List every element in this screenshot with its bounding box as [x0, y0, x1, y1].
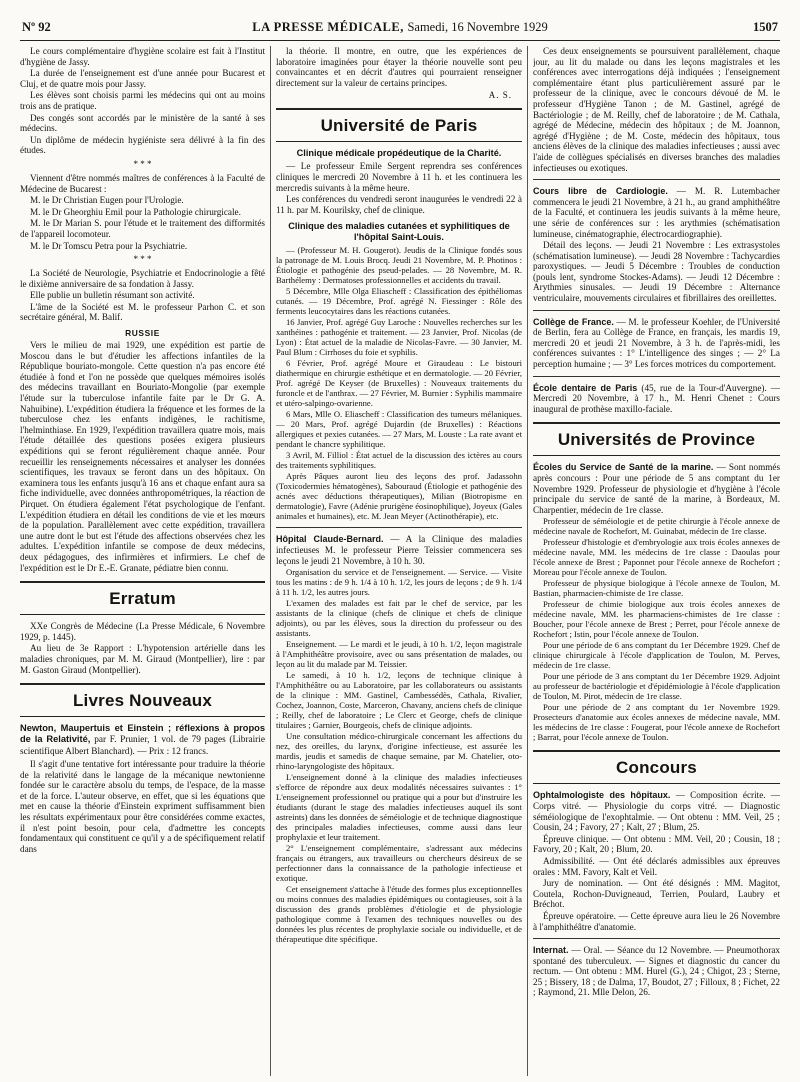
bernard-paragraph: Organisation du service et de l'enseignement. — Service. — Visite tous les matins : de 9 h. 1/4 à 10 h. 1/2, les jours de leçons ; de 9 h. 1/4 à 11 h. 1/2, les autres jours. — [276, 567, 522, 598]
cardio-details: Détail des leçons. — Jeudi 21 Novembre : Les extrasystoles (schématisation lumineuse). — Jeudi 28 Novembre : Tachycardies paroxystiques. — Jeudi 5 Décembre : Troubles de conduction (pouls lent, syndrome Stockes-Adams). — Jeudi 12 Décembre : Arythmies sinusales. — Jeudi 19 Décembre : Alternance ventriculaire, mouvements circulaires et fibrillaires des oreillettes. — [533, 240, 780, 304]
marine-section — [533, 516, 780, 742]
cutanees-heading: Clinique des maladies cutanées et syphilitiques de l'hôpital Saint-Louis. — [288, 221, 510, 243]
section-rule — [533, 938, 780, 939]
univ-paris-banner — [276, 108, 522, 142]
internat-heading: Internat. — [533, 945, 569, 956]
bernard-paragraph: Cet enseignement s'attache à l'étude des formes plus exceptionnelles ou moins connues des maladies épidémiques ou contagieuses, soit à la discussion des grands problèmes d'étiologie et de physiologie pathologique comme à l'examen des techniques nouvelles ou des données les plus récentes de prophylaxie sociale ou individuelle, et de thérapeutique dite spécifique. — [276, 884, 522, 945]
marine-paragraph: Pour une période de 2 ans comptant du 1er Novembre 1929. Prosecteurs d'anatomie aux écoles annexes de médecine navale, MM. les médecins de 1re classe : Fougerat, pour l'école annexe de Rochefort ; Barrat, pour l'école annexe de Toulon. — [533, 702, 780, 743]
hygiene-section — [20, 46, 265, 156]
review-signature: A. S. — [488, 90, 512, 101]
bernard-paragraph: L'examen des malades est fait par le chef de service, par les assistants de la clinique (chefs de clinique et chefs de clinique adjoints), ou par les élèves, sous la direction du professeur ou des assistants. — [276, 598, 522, 639]
ophtal-heading: Ophtalmologiste des hôpitaux. — [533, 790, 671, 801]
livres-title: Livres Nouveaux — [72, 691, 213, 711]
section-rule — [276, 527, 522, 528]
cardio-intro: — M. R. Lutembacher commencera le jeudi 21 Novembre, à 21 h., au grand amphithéâtre de la Faculté, et continuera les jeudis suivants à la même heure, une série de conférences sur : les arythmies (schématisation lumineuse, cinématographie, électrocardiographie). — [533, 186, 780, 239]
issue-number: Nº 92 — [22, 20, 51, 34]
nomination-paragraph: Viennent d'être nommés maîtres de conférences à la Faculté de Médecine de Bucarest : — [20, 172, 265, 194]
section-rule — [533, 376, 780, 377]
bernard-section — [276, 567, 522, 944]
hygiene-paragraph: La durée de l'enseignement est d'une année pour Bucarest et Cluj, et de quatre mois pour Jassy. — [20, 68, 265, 89]
book-review: Il s'agit d'une tentative fort intéressante pour traduire la théorie de la relativité dans le langage de la mécanique newtonienne fondée sur le caractère absolu du temps, de l'espace, de la masse et de la force. L'auteur observe, en effet, que si les équations que met en cause la théorie d'Einstein expriment suffisamment bien les résultats expérimentaux pour être considérées comme exactes, il n'est point besoin, pour cela, d'admettre les concepts fondamentaux qui constituent ce qu'il y a de spécifiquement relatif dans — [20, 759, 265, 854]
propedeutique-paragraph: — Le professeur Emile Sergent reprendra ses conférences cliniques le mercredi 20 Novembre à 11 h. et les continuera les mercredis suivants à la même heure. — [276, 161, 522, 193]
univ-province-title: Universités de Province — [557, 430, 756, 450]
issue-date: Samedi, 16 Novembre 1929 — [407, 20, 548, 34]
ophtal-intro: — Composition écrite. — Corps vitré. — Physiologie du corps vitré. — Diagnostic séméiologique de l'exophtalmie. — Ont obtenu : MM. Veil, 25 ; Cousin, 24 ; Favory, 27 ; Kalt, 27 ; Blum, 25. — [533, 790, 780, 833]
marine-paragraph: Professeur d'histologie et d'embryologie aux trois écoles annexes de médecine navale, MM. les médecins de 1re classe : Daoulas pour l'école annexe de Brest ; Paponnet pour l'école annexe de Rochefort ; Moreau pour l'école annexe de Toulon. — [533, 537, 780, 578]
internat-paragraph — [533, 945, 780, 998]
section-rule — [533, 310, 780, 311]
journal-title: LA PRESSE MÉDICALE, — [252, 20, 404, 34]
nomination-paragraph: M. le Dr Christian Eugen pour l'Urologie. — [30, 195, 184, 206]
bernard-paragraph: L'enseignement donné à la clinique des maladies infectieuses s'efforce de répondre aux deux modalités nécessaires suivantes : 1° L'enseignement professionnel ou pratique qui a pour but d'instruire les étudiants (durant le stage des maladies infectieuses auquel ils sont astreints) dans les données de séméiologie et de technique diagnostique des principales maladies infectieuses, comme aussi dans leur prophylaxie et leur traitement. — [276, 772, 522, 843]
marine-paragraph: Pour une période de 3 ans comptant du 1er Décembre 1929. Adjoint au professeur de bactériologie et d'épidémiologie à l'école d'application de Toulon, M. Pirot, médecin de 1re classe. — [533, 671, 780, 702]
dentaire-text: (45, rue de la Tour-d'Auvergne). — Mercredi 20 Novembre, à 17 h., M. Henri Chenet : Cours inaugural de prothèse maxillo-faciale. — [533, 382, 780, 414]
hygiene-paragraph: Les élèves sont choisis parmi les médecins qui ont au moins trois ans de pratique. — [20, 90, 265, 111]
dentaire-heading: École dentaire de Paris — [533, 382, 638, 393]
societe-paragraph: La Société de Neurologie, Psychiatrie et Endocrinologie a fêté le dixième anniversaire de sa fondation à Jassy. — [20, 268, 265, 289]
bernard-lead — [276, 534, 522, 566]
marine-paragraph: Pour une période de 6 ans comptant du 1er Décembre 1929. Chef de clinique chirurgicale à l'école d'application de Toulon, M. Perves, médecin de 1re classe. — [533, 640, 780, 671]
hygiene-paragraph: Le cours complémentaire d'hygiène scolaire est fait à l'Institut d'hygiène de Jassy. — [20, 46, 265, 67]
marine-heading: Écoles du Service de Santé de la marine. — [533, 462, 714, 473]
cutanees-paragraph: Après Pâques auront lieu des leçons des prof. Jadassohn (Toxicodermies hématogènes), Sabouraud (Étiologie et pathogénie des acnés avec déductions thérapeutiques), Milian (Biotropisme en dermatologie), Favre (Adénie prurigène éosinophilique), Joyeux (Gales animales et humaines), etc. M. Jean Meyer (Actinothérapie), etc. — [276, 471, 522, 522]
hygiene-paragraph: Des congés sont accordés par le ministère de la santé à ses médecins. — [20, 112, 265, 134]
page-number: 1507 — [753, 20, 778, 34]
section-stars: * * * — [133, 158, 152, 169]
book-title: Newton, Maupertuis et Einstein ; réflexions à propos de la Relativité, — [20, 723, 265, 745]
erratum-banner — [20, 581, 265, 615]
college-heading: Collège de France. — [533, 316, 614, 327]
erratum-title: Erratum — [109, 589, 176, 609]
section-stars: * * * — [133, 254, 152, 265]
page-header — [20, 18, 780, 41]
nomination-paragraph: M. le Dr Gheorghiu Emil pour la Pathologie chirurgicale. — [30, 206, 241, 217]
concours-banner — [533, 750, 780, 784]
column-divider — [270, 46, 271, 1076]
societe-paragraph: Elle publie un bulletin résumant son activité. — [30, 290, 195, 301]
bernard-heading: Hôpital Claude-Bernard. — [276, 534, 384, 545]
cutanees-paragraph: — (Professeur M. H. Gougerot). Jeudis de la Clinique fondés sous la patronage de M. Louis Brocq. Jeudi 21 Novembre, M. P. Photinos : Étiologie et pathogénie des pseud-pelades. — 28 Novembre, M. R. Barthélemy : Dermatoses professionnelles et accidents du travail. — [276, 245, 522, 286]
erratum-paragraph: XXe Congrès de Médecine (La Presse Médicale, 6 Novembre 1929, p. 1445). — [20, 621, 265, 642]
hygiene-paragraph: Un diplôme de médecin hygiéniste sera délivré à la fin des études. — [20, 134, 265, 156]
bernard-paragraph: Le samedi, à 10 h. 1/2, leçons de technique clinique à l'Amphithéâtre ou au Laboratoire, par les collaborateurs ou assistants de la clinique : MM. Gastinel, Cambessédès, Cathala, Rivalier, Cochez, Joannon, Coste, Marceron, Chavany, anciens chefs de clinique ; Reilly, chef de laboratoire ; Le Clerc et George, chefs de clinique titulaires ; Garnier, Bourgeois, chefs de clinique adjoints. — [276, 670, 522, 731]
ophtal-paragraph: Jury de nomination. — Ont été désignés : MM. Magitot, Coutela, Rochon-Duvigneaud, Terrien, Poulard, Laubry et Bréchot. — [533, 878, 780, 910]
nomination-paragraph: M. le Dr Tomscu Petra pour la Psychiatrie. — [30, 240, 188, 251]
cutanees-paragraph: 16 Janvier, Prof. agrégé Guy Laroche : Nouvelles recherches sur les xanthéines : pathogénie et traitement. — 23 Janvier, Prof. Nicolas (de Lyon) : État actuel de la maladie de Nicolas-Favre. — 30 Janvier, M. Paul Blum : Cirrhoses du foie et syphilis. — [276, 317, 522, 358]
propedeutique-heading: Clinique médicale propédeutique de la Charité. — [296, 148, 502, 159]
college-paragraph — [533, 317, 780, 370]
societe-paragraph: L'âme de la Société est M. le professeur Parhon C. et son secrétaire général, M. Balif. — [20, 301, 265, 323]
cutanees-paragraph: 6 Mars, Mlle O. Eliascheff : Classification des tumeurs mélaniques. — 20 Mars, Prof. agrégé Dujardin (de Bruxelles) : Réactions allergiques et pexies cutanées. — 27 Mars, M. Louste : La rate avant et pendant le chancre syphilitique. — [276, 409, 522, 450]
enseignement-paragraph: Ces deux enseignements se poursuivent parallèlement, chaque jour, au lit du malade ou dans les leçons magistrales et les conférences avec interrogations déjà indiquées ; l'enseignement complémentaire étant plus particulièrement assuré par le professeur de la clinique, avec le concours dévoué de M. le professeur d'Hygiène Tanon ; de M. Gastinel, agrégé de Bactériologie ; de M. Reilly, chef de laboratoire ; de M. Cathala, agrégé de Médecine, médecin des hôpitaux ; de M. Joannon, agrégé d'Hygiène ; de M. Coste, médecin des hôpitaux, tous anciens élèves de la clinique des maladies infectieuses ; aussi avec l'aide de collègues spécialisés en diverses branches des maladies infectieuses ou exotiques. — [533, 46, 780, 173]
column-left — [20, 46, 265, 1076]
erratum-section — [20, 621, 265, 675]
nomination-paragraph: M. le Dr Marian S. pour l'étude et le traitement des difformités de l'appareil locomoteur. — [20, 218, 265, 239]
nominations-section — [20, 173, 265, 251]
marine-paragraph: Professeur de physique biologique à l'école annexe de Toulon, M. Bastian, pharmacien-chimiste de 1re classe. — [533, 578, 780, 599]
bernard-paragraph: 2° L'enseignement complémentaire, s'adressant aux médecins français ou étrangers, aux travailleurs ou chercheurs désireux de se perfectionner dans la connaissance de la pathologie infectieuse et exotique. — [276, 843, 522, 884]
bernard-intro: — A la Clinique des maladies infectieuses M. le professeur Pierre Teissier commencera ses leçons le jeudi 21 Novembre, à 10 h. 30. — [276, 534, 522, 566]
ophtal-paragraph: Épreuve clinique. — Ont obtenu : MM. Veil, 20 ; Cousin, 18 ; Favory, 20 ; Kalt, 20 ; Blum, 20. — [533, 833, 780, 855]
ophtal-section — [533, 834, 780, 932]
column-divider — [527, 46, 528, 1076]
review-continuation: la théorie. Il montre, en outre, que les expériences de laboratoire imaginées pour étayer la théorie nouvelle sont peu convaincantes et en décrit d'autres qui pourraient renseigner directement sur la valeur de certains principes. — [276, 46, 522, 88]
erratum-paragraph: Au lieu de 3e Rapport : L'hypotension artérielle dans les maladies chroniques, par M. M. Giraud (Montpellier), lire : par M. Gaston Giraud (Montpellier). — [20, 643, 265, 675]
cutanees-section — [276, 245, 522, 521]
societe-section — [20, 268, 265, 323]
ophtal-paragraph: Épreuve opératoire. — Cette épreuve aura lieu le 26 Novembre à l'amphithéâtre d'anatomie. — [533, 910, 780, 932]
cardio-heading: Cours libre de Cardiologie. — [533, 186, 668, 197]
marine-paragraph: Professeur de chimie biologique aux trois écoles annexes de médecine navale, MM. les pharmaciens-chimistes de 1re classe : Boucher, pour l'école annexe de Brest ; Perret, pour l'école annexe de Rochefort ; Istin, pour l'école annexe de Toulon. — [533, 599, 780, 640]
cutanees-paragraph: 6 Février, Prof. agrégé Moure et Giraudeau : Le bistouri diathermique en chirurgie esthétique et en dermatologie. — 20 Février, Prof. agrégé De Keyser (de Bruxelles) : Nouveaux traitements du furoncle et de l'anthrax. — 27 Février, M. Burnier : Syphilis mammaire et utéro-salpingo-ovarienne. — [276, 358, 522, 409]
russie-paragraph: Vers le milieu de mai 1929, une expédition est partie de Moscou dans le but d'étudier les affections infantiles de la République bouriato-mongole. Cette question n'a pas encore été étudiée à fond et l'on ne possède que quelques mémoires isolés des médecins travaillant en Bouriato-Mongolie (par exemple l'étude sur la tuberculose infantile faite par le Dr G. A. Nahuibine). L'expédition étudiera la fréquence et les formes de la tuberculose chez les enfants indigènes, le rachitisme, l'helminthiase. En 1929, l'expédition travaillera quatre mois, mais l'étude détaillée des questions posées exigera plusieurs expéditions qui se feront régulièrement chaque année. Pour recueillir les renseignements nécessaires et analyser les données scientifiques, les travaux se feront dans un des hôpitaux. On examinera tous les enfants jusqu'à 16 ans et chaque enfant aura sa fiche individuelle, avec données anthropométriques, la réaction de Pirquet. On étudiera également l'état psychologique de l'enfant. L'expédition étudiera en détail les conditions de vie et les mœurs de la population. Parallèlement avec cette expédition, travaillera une autre dont le but est l'étude des affections observées chez les adultes. L'expédition infantile se compose de deux médecins, deux pédagogues, des infirmières et infirmiers. Le chef de l'expédition est le Dr E.-E. Granate, pédiatre bien connu. — [20, 340, 265, 573]
cutanees-paragraph: 5 Décembre, Mlle Olga Eliascheff : Classification des épithéliomas cutanés. — 19 Décembre, Prof. agrégé N. Fiessinger : Rôle des ferments leucocytaires dans les réactions cutanées. — [276, 286, 522, 317]
ophtal-paragraph: Admissibilité. — Ont été déclarés admissibles aux épreuves orales : MM. Favory, Kalt et Veil. — [533, 855, 780, 877]
cutanees-paragraph: 3 Avril, M. Filliol : État actuel de la discussion des ictères au cours des traitements syphilitiques. — [276, 450, 522, 471]
internat-text: — Oral. — Séance du 12 Novembre. — Pneumothorax spontané des tuberculeux. — Signes et diagnostic du cancer du rectum. — Ont obtenu : MM. Hurel (G.), 24 ; Chigot, 23 ; Sterne, 25 ; Bissery, 18 ; de Dalma, 17, Boudot, 27 ; Filloux, 8 ; Fichet, 22 ; Raymond, 21. Mlle Delon, 26. — [533, 945, 780, 998]
bernard-paragraph: Une consultation médico-chirurgicale concernant les affections du nez, des oreilles, du larynx, d'origine infectieuse, est assurée les mardis, jeudis et samedis de chaque semaine, par M. Chatelier, oto-rhino-laryngologiste des hôpitaux. — [276, 731, 522, 772]
livres-banner — [20, 683, 265, 717]
ophtal-lead — [533, 790, 780, 832]
univ-province-banner — [533, 422, 780, 456]
college-text: — M. le professeur Koehler, de l'Université de Berlin, fera au Collège de France, en français, les mardis 19, mercredi 20 et jeudi 21 Novembre, à 3 h. de l'après-midi, les conférences suivantes : 1° L'intelligence des singes ; — 2° La perception humaine ; — 3° Les forces motrices du comportement. — [533, 316, 780, 370]
marine-lead — [533, 462, 780, 515]
univ-paris-title: Université de Paris — [320, 116, 478, 136]
propedeutique-paragraph: Les conférences du vendredi seront inaugurées le vendredi 22 à 11 h. par M. Kourilsky, chef de clinique. — [276, 194, 522, 215]
russie-heading: RUSSIE — [125, 328, 160, 339]
column-middle — [276, 46, 522, 1076]
propedeutique-section — [276, 161, 522, 215]
dentaire-paragraph — [533, 383, 780, 415]
cardio-lead — [533, 186, 780, 239]
book-entry-title — [20, 723, 265, 758]
book-reference: par F. Prunier, 1 vol. de 79 pages (Librairie scientifique Albert Blanchard). — Prix : 12 francs. — [20, 735, 265, 758]
section-rule — [533, 179, 780, 180]
marine-intro: — Sont nommés après concours : Pour une période de 5 ans comptant du 1er Novembre 1929. Professeur de physiologie et d'hygiène à l'école principale du service de santé de la marine, à Bordeaux, M. Charpentier, médecin de 1re classe. — [533, 462, 780, 515]
journal-masthead — [20, 20, 780, 35]
concours-title: Concours — [616, 758, 697, 778]
bernard-paragraph: Enseignement. — Le mardi et le jeudi, à 10 h. 1/2, leçon magistrale à l'Amphithéâtre provisoire, avec ou sans présentation de malades, ou leçon au lit du malade par M. Teissier. — [276, 639, 522, 670]
marine-paragraph: Professeur de séméiologie et de petite chirurgie à l'école annexe de médecine navale de Rochefort, M. Guinabat, médecin de 1re classe. — [533, 516, 780, 537]
column-right — [533, 46, 780, 1076]
